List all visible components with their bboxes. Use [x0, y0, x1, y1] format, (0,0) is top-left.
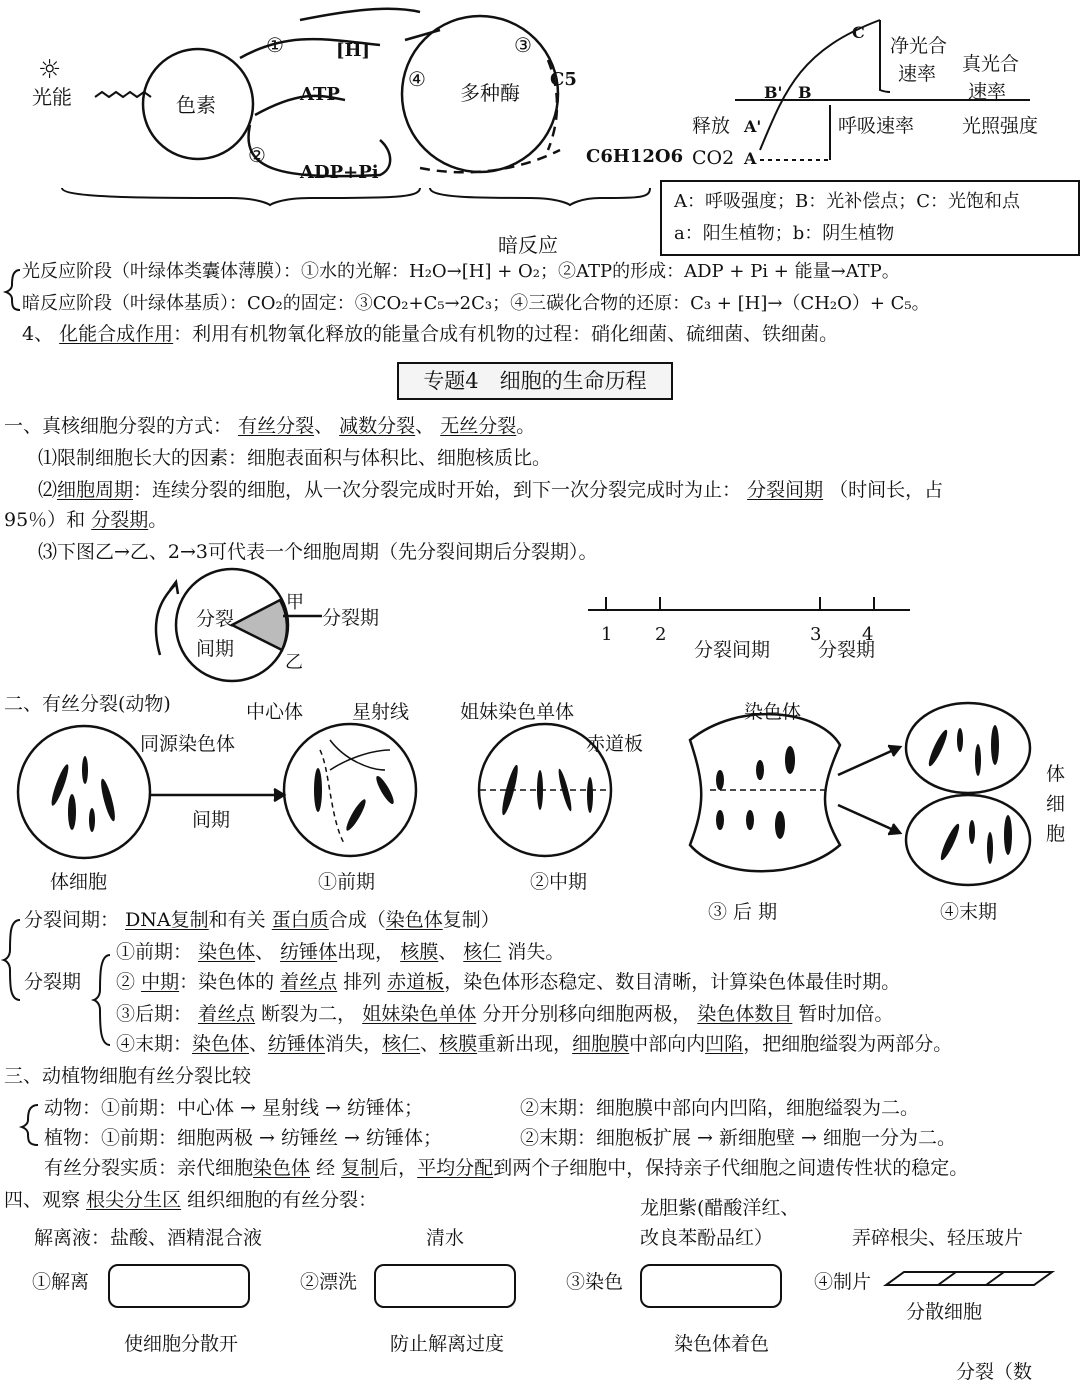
pro-sep-2: 、 — [438, 941, 458, 963]
brace-dark — [430, 188, 650, 205]
tick-2: 2 — [655, 624, 667, 645]
meta-centromere: 着丝点 — [280, 971, 338, 993]
glucose-label: C6H12O6 — [586, 146, 684, 167]
reagent-2: 清水 — [426, 1227, 465, 1249]
essence-e6: 到两个子细胞中，保持亲子代细胞之间遗传性状的稳定。 — [493, 1157, 969, 1179]
sep-2: 、 — [415, 415, 435, 437]
label-aster: 星射线 — [352, 701, 410, 723]
slide-icon — [886, 1272, 1052, 1285]
ana-d: 分开分别移向细胞两极， — [482, 1003, 692, 1025]
interphase-line — [24, 908, 500, 932]
light-stage-text: 光反应阶段（叶绿体类囊体薄膜）：①水的光解：H₂O→[H] + O₂；②ATP的形成：ADP + Pi + 能量→ATP。 — [22, 261, 900, 282]
interphase-mid: 和有关 — [208, 909, 266, 931]
light-intensity-label: 光照强度 — [962, 115, 1039, 137]
sep-1: 、 — [314, 415, 334, 437]
brace-light — [62, 188, 420, 205]
dish-2 — [374, 1264, 516, 1308]
s4-title-end: 组织细胞的有丝分裂： — [187, 1189, 378, 1211]
anaphase-line — [116, 1002, 893, 1026]
release-label: 释放 — [692, 115, 731, 137]
cycle-mitosis-label: 分裂期 — [322, 607, 380, 629]
atp-label: ATP — [300, 84, 340, 105]
net-rate-label-1: 净光合 — [890, 35, 948, 57]
dish-1 — [108, 1264, 250, 1308]
ana-count: 染色体数目 — [697, 1003, 793, 1025]
body-cell-circle — [18, 726, 150, 858]
point-c-label: C — [852, 23, 865, 42]
section1-methods — [4, 414, 535, 438]
point-a-prime-label: A' — [744, 117, 762, 136]
chemo-prefix: 4、 — [22, 323, 54, 345]
p2-mid: ：连续分裂的细胞，从一次分裂完成时开始，到下一次分裂完成时为止： — [133, 479, 742, 501]
stain-top-2: 改良苯酚品红） — [640, 1227, 774, 1249]
label-equator: 赤道板 — [586, 733, 644, 755]
label-prophase: ①前期 — [318, 871, 376, 893]
h-label: [H] — [336, 40, 371, 61]
label-chromosome: 染色体 — [744, 701, 802, 723]
step-2-label: ②漂洗 — [300, 1271, 358, 1293]
meta-a: ：染色体的 — [179, 971, 275, 993]
purpose-4: 分散细胞 — [906, 1301, 983, 1323]
stain-top: 龙胆紫(醋酸洋红、 — [640, 1197, 800, 1219]
s4-title-prefix: 四、观察 — [4, 1189, 81, 1211]
interphase-end: ） — [480, 909, 500, 931]
method-amitosis: 无丝分裂 — [440, 415, 517, 437]
ana-sister: 姐妹染色单体 — [362, 1003, 477, 1025]
section2-title: 二、有丝分裂(动物) — [4, 693, 171, 715]
h-to-enzyme — [405, 30, 440, 40]
p2-line2-prefix: 95％）和 — [4, 509, 86, 531]
interphase-prefix: 分裂间期： — [24, 909, 120, 931]
ana-prefix: ③后期： — [116, 1003, 193, 1025]
interphase-dna: DNA复制 — [125, 909, 209, 931]
point-b-prime-label: B' — [764, 83, 783, 102]
point-a-label: A — [744, 149, 757, 168]
section1-p1: ⑴限制细胞长大的因素：细胞表面积与体积比、细胞核质比。 — [38, 447, 552, 469]
label-telophase: ④末期 — [940, 901, 998, 923]
reagent-4: 弄碎根尖、轻压玻片 — [852, 1227, 1024, 1249]
p2-line2-end: 。 — [148, 509, 168, 531]
essence-e2: 经 — [316, 1157, 336, 1179]
legend-box — [660, 180, 1080, 256]
section3-title: 三、动植物细胞有丝分裂比较 — [4, 1065, 252, 1087]
p2-prefix: ⑵ — [38, 479, 58, 501]
dark-reaction-label: 暗反应 — [498, 233, 558, 257]
pro-nucleolus: 核仁 — [463, 941, 502, 963]
timeline — [588, 597, 910, 610]
cycle-interphase-2: 间期 — [196, 638, 235, 660]
section3-plant: 植物：①前期：细胞两极 → 纺锤丝 → 纺锤体； — [44, 1127, 442, 1149]
pro-nuclear-membrane: 核膜 — [400, 941, 439, 963]
telo-nucleolus: 核仁 — [382, 1033, 421, 1055]
section3-plant-2: ②末期：细胞板扩展 → 新细胞壁 → 细胞一分为二。 — [520, 1127, 956, 1149]
enzymes-label: 多种酶 — [460, 81, 520, 105]
cycle-interphase-1: 分裂 — [196, 608, 235, 630]
ana-b: 断裂为二， — [261, 1003, 357, 1025]
section1-end: 。 — [516, 415, 536, 437]
telo-chromosome: 染色体 — [192, 1033, 250, 1055]
legend-line-1: A：呼吸强度；B：光补偿点；C：光饱和点 — [674, 191, 1020, 212]
label-metaphase: ②中期 — [530, 871, 588, 893]
ana-f: 暂时加倍。 — [798, 1003, 894, 1025]
chemo-rest: ：利用有机物氧化释放的能量合成有机物的过程：硝化细菌、硫细菌、铁细菌。 — [173, 323, 839, 345]
section1-p2 — [38, 478, 943, 502]
essence-distribute: 平均分配 — [417, 1157, 494, 1179]
jia-label: 甲 — [286, 592, 304, 613]
label-sister: 姐妹染色单体 — [460, 701, 575, 723]
section1-p3: ⑶下图乙→乙、2→3可代表一个细胞周期（先分裂间期后分裂期）。 — [38, 541, 598, 563]
step-4-label: ④制片 — [814, 1271, 872, 1293]
essence-e4: 后， — [379, 1157, 418, 1179]
telo-c: 消失， — [325, 1033, 383, 1055]
respiration-rate-label: 呼吸速率 — [838, 115, 915, 137]
phase-label: 分裂期 — [24, 971, 82, 993]
method-mitosis: 有丝分裂 — [238, 415, 315, 437]
telo-sep-1: 、 — [249, 1033, 269, 1055]
essence-chromosome: 染色体 — [253, 1157, 311, 1179]
label-body-cells-2: 细 — [1046, 793, 1066, 815]
meta-c: 排列 — [343, 971, 382, 993]
ana-centromere: 着丝点 — [198, 1003, 256, 1025]
topic-title: 专题4 细胞的生命历程 — [397, 362, 673, 400]
light-energy-label: 光能 — [32, 85, 72, 109]
interphase-protein: 蛋白质 — [271, 909, 329, 931]
section1-p2-line2 — [4, 508, 167, 532]
adp-pi-label: ADP+Pi — [300, 162, 379, 183]
purpose-2: 防止解离过度 — [390, 1333, 505, 1355]
label-body-cells-1: 体 — [1046, 763, 1066, 785]
telo-spindle: 纺锤体 — [268, 1033, 326, 1055]
section3-animal: 动物：①前期：中心体 → 星射线 → 纺锤体； — [44, 1097, 423, 1119]
label-body-cell: 体细胞 — [50, 871, 108, 893]
true-rate-label-2: 速率 — [968, 81, 1007, 103]
true-rate-label-1: 真光合 — [962, 53, 1020, 75]
p2-term-mitotic: 分裂期 — [91, 509, 149, 531]
section3-animal-2: ②末期：细胞膜中部向内凹陷，细胞缢裂为二。 — [520, 1097, 920, 1119]
chemosynthesis-line — [22, 322, 838, 346]
sun-icon: ☼ — [38, 55, 62, 85]
anaphase-cell — [690, 714, 840, 871]
tick-3: 3 — [810, 624, 822, 645]
point-b-label: B — [798, 83, 812, 102]
essence-replicate: 复制 — [341, 1157, 380, 1179]
yi-label: 乙 — [285, 652, 303, 673]
section3-essence — [44, 1156, 968, 1180]
co2-label: CO2 — [692, 147, 735, 169]
label-homologous: 同源染色体 — [140, 733, 236, 755]
pro-end: 消失。 — [507, 941, 565, 963]
telo-sep-2: 、 — [420, 1033, 440, 1055]
telo-cell-membrane: 细胞膜 — [572, 1033, 630, 1055]
telo-h: 中部向内 — [629, 1033, 706, 1055]
telo-f: 重新出现， — [477, 1033, 573, 1055]
telo-nuclear-membrane: 核膜 — [439, 1033, 478, 1055]
mitosis-diagram — [18, 703, 1030, 885]
prophase-line — [116, 940, 564, 964]
p2-tail: （时间长，占 — [829, 479, 944, 501]
interphase-mid2: 合成（ — [328, 909, 386, 931]
label-centrosome: 中心体 — [246, 701, 304, 723]
tick-1: 1 — [601, 624, 613, 645]
prophase-circle — [284, 724, 416, 856]
tick-4: 4 — [862, 624, 874, 645]
num3-label: ③ — [514, 33, 532, 57]
cut-off-text: 分裂（数 — [956, 1361, 1033, 1383]
pro-sep-1: 、 — [255, 941, 275, 963]
meta-end: ，染色体形态稳定、数目清晰，计算染色体最佳时期。 — [444, 971, 901, 993]
s4-title-term: 根尖分生区 — [86, 1189, 182, 1211]
pro-spindle: 纺锤体 — [280, 941, 338, 963]
section4-title — [4, 1188, 377, 1212]
dark-stage-text: 暗反应阶段（叶绿体基质）：CO₂的固定：③CO₂+C₅→2C₃；④三碳化合物的还原：C₃ + [H]→（CH₂O）+ C₅。 — [22, 293, 930, 314]
step-3-label: ③染色 — [566, 1271, 624, 1293]
legend-line-2: a：阳生植物；b：阴生植物 — [674, 223, 895, 244]
label-interphase: 间期 — [192, 809, 231, 831]
section1-prefix: 一、真核细胞分裂的方式： — [4, 415, 233, 437]
purpose-3: 染色体着色 — [674, 1333, 770, 1355]
telo-indent: 凹陷 — [705, 1033, 744, 1055]
p2-term-cell-cycle: 细胞周期 — [57, 479, 134, 501]
meta-equator: 赤道板 — [387, 971, 445, 993]
num2-label: ② — [248, 143, 266, 167]
telo-j: ，把细胞缢裂为两部分。 — [743, 1033, 953, 1055]
telophase-line — [116, 1032, 952, 1056]
interphase-chromosome: 染色体 — [385, 909, 443, 931]
chemo-term: 化能合成作用 — [59, 323, 174, 345]
pro-mid: 出现， — [337, 941, 395, 963]
pigment-label: 色素 — [176, 93, 216, 117]
essence-prefix: 有丝分裂实质：亲代细胞 — [44, 1157, 254, 1179]
dish-3 — [640, 1264, 782, 1308]
num1-label: ① — [266, 33, 284, 57]
purpose-1: 使细胞分散开 — [124, 1333, 239, 1355]
timeline-interphase-label: 分裂间期 — [694, 639, 771, 661]
meta-prefix: ② — [116, 971, 136, 993]
pro-chromosome: 染色体 — [198, 941, 256, 963]
net-rate-label-2: 速率 — [898, 63, 937, 85]
step-1-label: ①解离 — [32, 1271, 90, 1293]
top-arrow — [300, 9, 420, 20]
interphase-replicate: 复制 — [442, 909, 481, 931]
telophase-top — [906, 703, 1030, 793]
telo-prefix: ④末期： — [116, 1033, 193, 1055]
label-body-cells-3: 胞 — [1046, 823, 1066, 845]
p2-term-interphase: 分裂间期 — [747, 479, 824, 501]
label-anaphase: ③ 后 期 — [708, 901, 778, 923]
timeline-mitosis-label: 分裂期 — [818, 639, 876, 661]
pro-prefix: ①前期： — [116, 941, 193, 963]
reagent-1: 解离液：盐酸、酒精混合液 — [34, 1227, 263, 1249]
meta-term: 中期 — [141, 971, 180, 993]
c5-label: C5 — [550, 69, 577, 90]
num4-label: ④ — [408, 67, 426, 91]
metaphase-line — [116, 970, 900, 994]
method-meiosis: 减数分裂 — [339, 415, 416, 437]
